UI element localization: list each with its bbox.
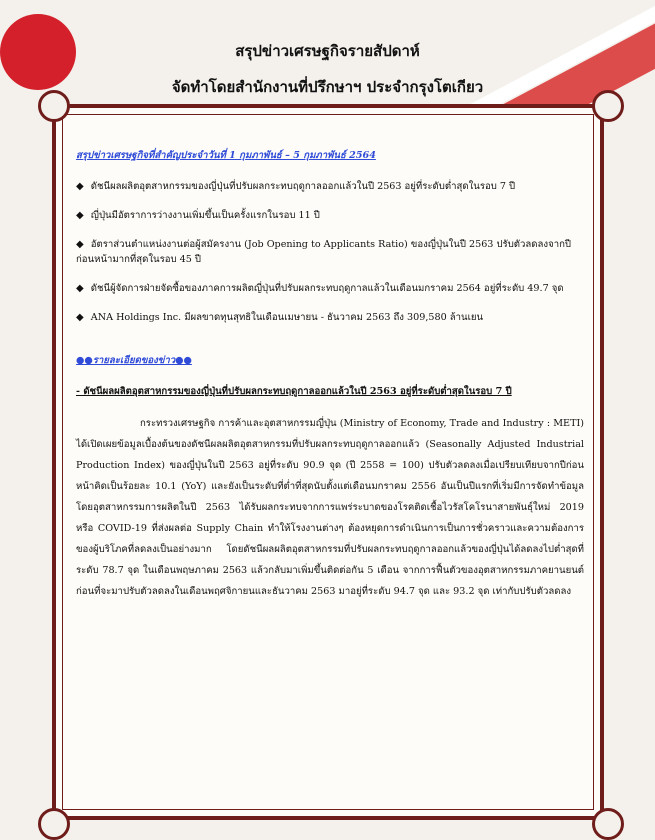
- summary-title: สรุปข่าวเศรษฐกิจที่สำคัญประจำวันที่ 1 กุมภาพันธ์ – 5 กุมภาพันธ์ 2564: [76, 150, 376, 161]
- details-paragraph: [76, 413, 584, 602]
- details-subtitle: - ดัชนีผลผลิตอุตสาหกรรมของญี่ปุ่นที่ปรับผลกระทบฤดูกาลออกแล้วในปี 2563 อยู่ที่ระดับต่ำสุดในรอบ 7 ปี: [76, 386, 512, 397]
- frame-corner-ornament: [38, 90, 70, 122]
- frame-corner-ornament: [592, 90, 624, 122]
- summary-item-text: ANA Holdings Inc. มีผลขาดทุนสุทธิในเดือนเมษายน - ธันวาคม 2563 ถึง 309,580 ล้านเยน: [90, 312, 484, 323]
- summary-item-text: ดัชนีผู้จัดการฝ่ายจัดซื้อของภาคการผลิตญี่ปุ่นที่ปรับผลกระทบฤดูกาลแล้วในเดือนมกราคม 2564 อยู่ที่ระดับ 49.7 จุด: [90, 283, 564, 294]
- summary-item: [76, 281, 584, 296]
- frame-corner-ornament: [38, 808, 70, 840]
- summary-item-text: ญี่ปุ่นมีอัตราการว่างงานเพิ่มขึ้นเป็นครั้งแรกในรอบ 11 ปี: [90, 210, 320, 221]
- diamond-bullet-icon: ◆: [76, 312, 84, 323]
- summary-item-text: อัตราส่วนตำแหน่งงานต่อผู้สมัครงาน (Job Opening to Applicants Ratio) ของญี่ปุ่นในปี 2563 ปรับตัวลดลงจากปีก่อนหน้ามากที่สุดในรอบ 45 ปี: [76, 239, 571, 265]
- details-paragraph-text: กระทรวงเศรษฐกิจ การค้าและอุตสาหกรรมญี่ปุ่น (Ministry of Economy, Trade and Industry : METI) ได้เปิดเผยข้อมูลเบื้องต้นของดัชนีผลผลิตอุตสาหกรรมที่ปรับผลกระทบฤดูกาลออกแล้ว (Seasonally Adjusted Industrial Production Index) ของญี่ปุ่นในปี 2563 อยู่ที่ระดับ 90.9 จุด (ปี 2558 = 100) ปรับตัวลดลงเมื่อเปรียบเทียบจากปีก่อนหน้าคิดเป็นร้อยละ 10.1 (YoY) และยังเป็นระดับที่ต่ำที่สุดนับตั้งแต่เดือนมกราคม 2556 อันเป็นปีแรกที่เริ่มมีการจัดทำข้อมูล โดยอุตสาหกรรมการผลิตในปี 2563 ได้รับผลกระทบจากการแพร่ระบาดของโรคติดเชื้อไวรัสโคโรนาสายพันธุ์ใหม่ 2019 หรือ COVID-19 ที่ส่งผลต่อ Supply Chain ทำให้โรงงานต่างๆ ต้องหยุดการดำเนินการเป็นการชั่วคราวและความต้องการของผู้บริโภคที่ลดลงเป็นอย่างมาก โดยดัชนีผลผลิตอุตสาหกรรมที่ปรับผลกระทบฤดูกาลออกแล้วของญี่ปุ่นได้ลดลงไปต่ำสุดที่ระดับ 78.7 จุด ในเดือนพฤษภาคม 2563 แล้วกลับมาเพิ่มขึ้นติดต่อกัน 5 เดือน จากการฟื้นตัวของอุตสาหกรรมภาคยานยนต์ก่อนที่จะมาปรับตัวลดลงในเดือนพฤศจิกายนและธันวาคม 2563 มาอยู่ที่ระดับ 94.7 จุด และ 93.2 จุด เท่ากับปรับตัวลดลง: [76, 418, 584, 597]
- diamond-bullet-icon: ◆: [76, 181, 84, 192]
- document-body: [76, 148, 584, 602]
- summary-item-text: ดัชนีผลผลิตอุตสาหกรรมของญี่ปุ่นที่ปรับผลกระทบฤดูกาลออกแล้วในปี 2563 อยู่ที่ระดับต่ำสุดในรอบ 7 ปี: [90, 181, 516, 192]
- page-subtitle: จัดทำโดยสำนักงานที่ปรึกษาฯ ประจำกรุงโตเกียว: [171, 78, 484, 96]
- diamond-bullet-icon: ◆: [76, 239, 84, 250]
- frame-corner-ornament: [592, 808, 624, 840]
- summary-item: [76, 237, 584, 267]
- diamond-bullet-icon: ◆: [76, 210, 84, 221]
- summary-item: [76, 179, 584, 194]
- details-title: ●●รายละเอียดของข่าว●●: [76, 355, 192, 366]
- page-header: [0, 40, 655, 98]
- page-title: สรุปข่าวเศรษฐกิจรายสัปดาห์: [235, 42, 420, 60]
- summary-item: [76, 310, 584, 325]
- diamond-bullet-icon: ◆: [76, 283, 84, 294]
- summary-item: [76, 208, 584, 223]
